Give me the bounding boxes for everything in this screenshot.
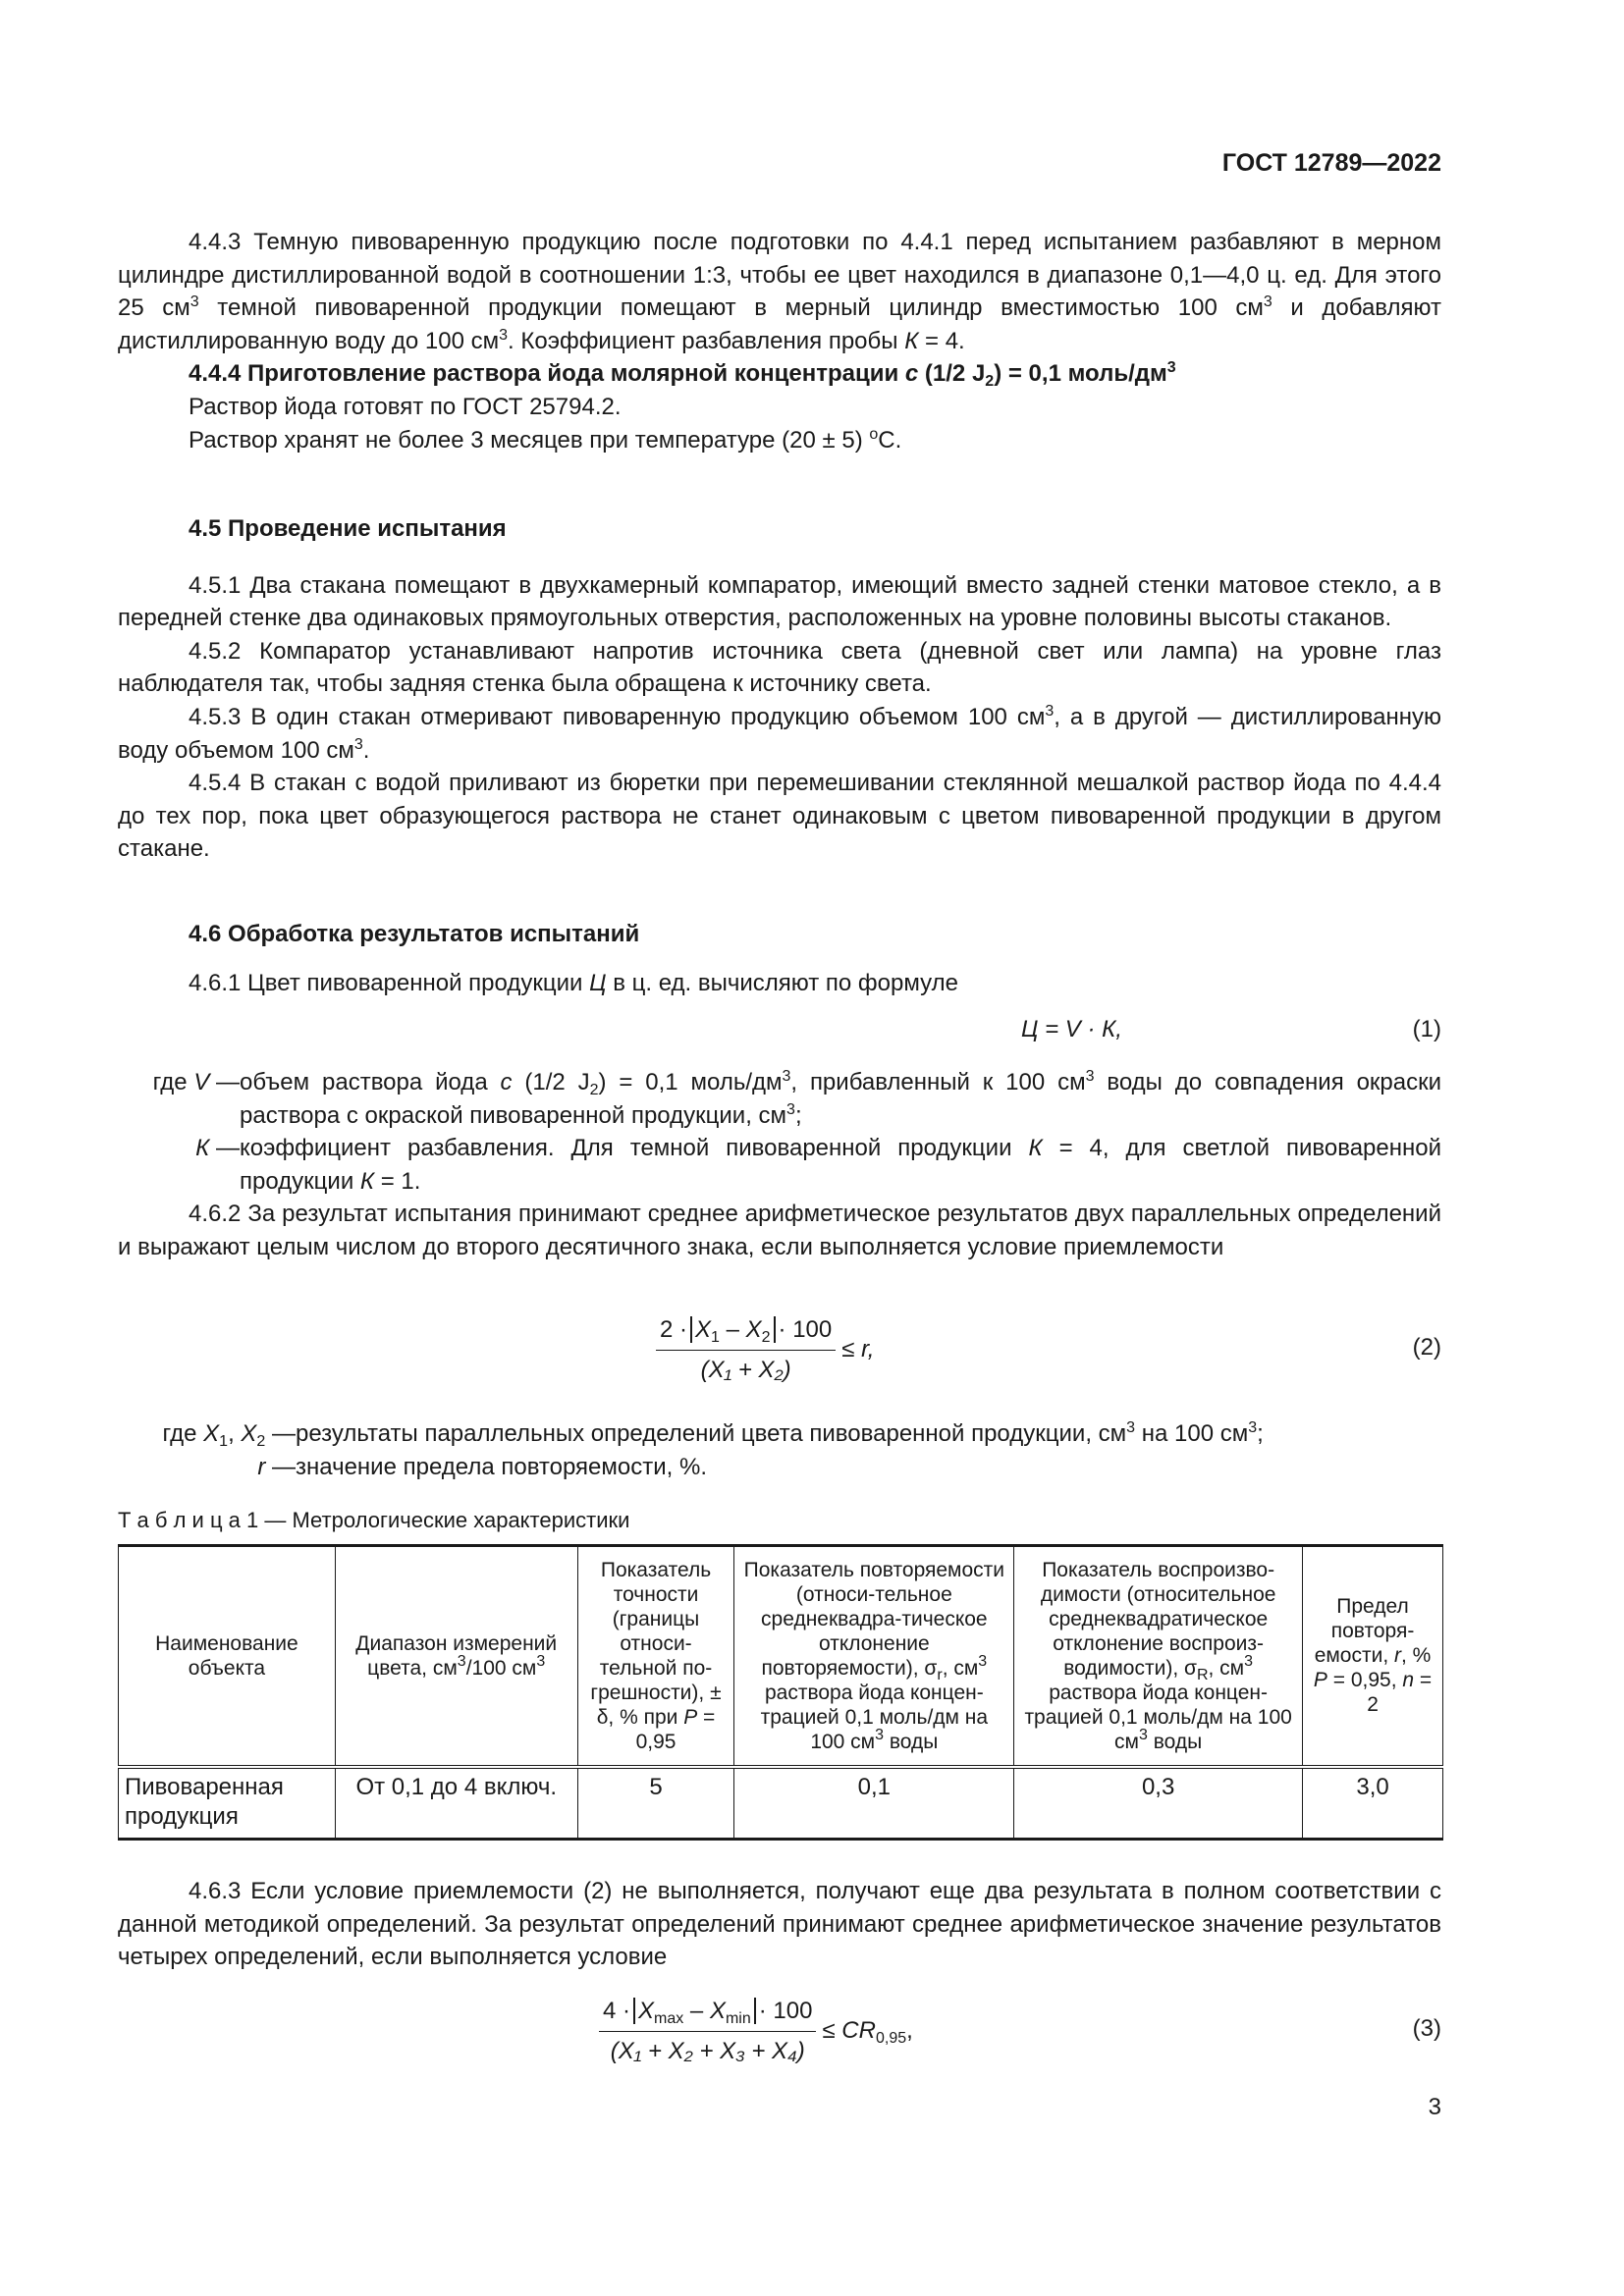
formula-2-number: (2) (1412, 1334, 1441, 1361)
text-run: Ц (589, 969, 607, 996)
col-header-range (335, 1546, 577, 1767)
text-run: 3 (1166, 359, 1176, 377)
text-run: Предел повторя-емости, (1314, 1595, 1415, 1668)
text-run: , см (1208, 1656, 1245, 1680)
where-text-x (296, 1417, 1441, 1451)
text-run: = 4, для светлой пивоваренной продукции (240, 1135, 1442, 1195)
text-run: /100 см (465, 1656, 537, 1680)
text-run: n (1402, 1669, 1415, 1692)
cell-repeatability: 0,1 (734, 1767, 1014, 1840)
text-run: 3 (782, 1068, 791, 1085)
text-run: 1 (219, 1433, 229, 1450)
text-run: r (1394, 1644, 1402, 1668)
text-run: Диапазон измерений цвета, см (355, 1631, 558, 1680)
text-run: Показатель повторяемости (относи-тельное среднеквадра-тическое отклонение повторяемости), σ (743, 1558, 1005, 1680)
col-header-limit (1303, 1546, 1443, 1767)
formula-2-fraction (656, 1313, 836, 1386)
text-run: 3 (536, 1652, 546, 1670)
formula-3-fraction (599, 1995, 816, 2067)
text-run: . (362, 736, 370, 764)
text-run: 4.5.4 В стакан с водой приливают из бюретки при перемешивании стеклянной мешалкой раствор йода по 4.4.4 до тех пор, пока цвет образующегося раствора не станет одинаковым с цветом пивоваренной продукции в другом стакане. (118, 770, 1441, 863)
text-run: Раствор хранят не более 3 месяцев при температуре (20 ± 5) (189, 426, 870, 454)
text-run: воды до совпадения окраски раствора с окраской пивоваренной продукции, см (240, 1069, 1442, 1129)
text-run: результаты параллельных определений цвета пивоваренной продукции, см (296, 1420, 1127, 1447)
text-run: о (869, 425, 879, 443)
paragraph-4-5-2 (118, 635, 1441, 701)
where-label-v (118, 1066, 240, 1132)
text-run: в ц. ед. вычисляют по формуле (606, 969, 958, 996)
text-run: 3 (353, 735, 363, 753)
f2-denominator: (X₁ + X₂) (700, 1356, 791, 1383)
text-run: раствора йода концен-трацией 0,1 моль/дм на 100 см (1024, 1681, 1292, 1753)
text-run: 4.6.3 Если условие приемлемости (2) не выполняется, получают еще два результата в полном соответствии с данной методикой определений. За результат определений принимают среднее арифметическое значение результатов четырех определений, если выполняется условие (118, 1878, 1441, 1971)
paragraph-4-5-3 (118, 701, 1441, 767)
text-run: Показатель воспроизво-димости (относительное среднеквадратическое отклонение воспроиз-водимости), σ (1040, 1558, 1276, 1680)
section-4-6-3 (118, 1875, 1441, 1974)
f3-xmax-sub: max (654, 2010, 684, 2027)
text-run: X (241, 1420, 257, 1447)
paragraph-4-6-2 (118, 1198, 1441, 1263)
text-run: c (500, 1069, 513, 1095)
text-run: Показатель точности (границы относи-тельной по-грешности), ± δ, % при (590, 1558, 722, 1729)
text-run: , % (1401, 1644, 1432, 1668)
text-run: r (937, 1666, 943, 1683)
text-run: V (193, 1069, 210, 1095)
where-list-2 (118, 1417, 1441, 1483)
heading-4-6 (118, 918, 1441, 951)
cell-accuracy: 5 (577, 1767, 734, 1840)
f3-factor: · 100 (758, 1998, 813, 2024)
text-run: 3 (1138, 1726, 1148, 1743)
text-run: ) = 0,1 моль/дм (598, 1069, 783, 1095)
where-label-k (118, 1132, 240, 1198)
formula-3-number: (3) (1412, 2015, 1441, 2042)
text-run: К (195, 1135, 210, 1162)
text-run: и добавляют дистиллированную воду до 100 см (118, 294, 1441, 354)
text-run: С. (878, 426, 902, 454)
text-run: 3 (1045, 702, 1055, 720)
text-run: , а в другой — дистиллированную воду объемом 100 см (118, 703, 1442, 764)
paragraph-4-5-4 (118, 767, 1441, 866)
where-label-r (118, 1451, 296, 1484)
text-run: , прибавленный к 100 см (790, 1069, 1086, 1095)
text-run: 3 (1085, 1068, 1095, 1085)
text-run: , см (942, 1656, 979, 1680)
f2-x2: X (745, 1316, 762, 1343)
text-run: 3 (1248, 1419, 1258, 1436)
formula-3 (118, 1995, 1441, 2063)
text-run: R (1196, 1666, 1209, 1683)
text-run: P (683, 1705, 698, 1729)
text-run: — (265, 1453, 296, 1480)
where-text-k (240, 1132, 1441, 1198)
f3-rhs-end: , (906, 2017, 913, 2045)
page-number: 3 (1428, 2094, 1441, 2120)
text-run: 4.5 Проведение испытания (189, 515, 507, 542)
col-header-repeatability (734, 1546, 1014, 1767)
text-run: значение предела повторяемости, %. (296, 1453, 707, 1480)
cell-limit: 3,0 (1303, 1767, 1443, 1840)
text-run: 3 (875, 1726, 885, 1743)
paragraph-iodine-storage (118, 424, 1441, 457)
table-caption: Т а б л и ц а 1 — Метрологические характеристики (118, 1508, 630, 1532)
section-4-4-3-4-4-4 (118, 226, 1441, 456)
text-run: К (1028, 1135, 1043, 1162)
text-run: c (904, 360, 919, 388)
text-run: объем раствора йода (240, 1069, 501, 1095)
text-run: Наименование объекта (155, 1631, 298, 1680)
text-run: 4.4.3 Темную пивоваренную продукцию после подготовки по 4.4.1 перед испытанием разбавляют в мерном цилиндре дистиллированной водой в соотношении 1:3, чтобы ее цвет находился в диапазоне 0,1—4,0 ц. ед. Для этого 25 см (118, 229, 1441, 322)
paragraph-4-6-3 (118, 1875, 1441, 1974)
text-run: — (265, 1420, 296, 1447)
text-run: 4.6.1 Цвет пивоваренной продукции (189, 969, 590, 996)
text-run: ; (1257, 1420, 1264, 1447)
f3-coef: 4 · (603, 1998, 631, 2024)
f2-x1-sub: 1 (711, 1329, 720, 1346)
f2-x2-sub: 2 (761, 1329, 771, 1346)
text-run: 3 (1126, 1419, 1136, 1436)
f3-xmin: X (709, 1998, 726, 2024)
text-run: r (257, 1453, 266, 1480)
text-run: воды (884, 1730, 939, 1753)
cell-reproducibility: 0,3 (1014, 1767, 1303, 1840)
text-run: ) = 0,1 моль/дм (994, 360, 1167, 388)
text-run: коэффициент разбавления. Для темной пивоваренной продукции (240, 1135, 1029, 1162)
f3-rhs: ≤ CR (822, 2017, 876, 2045)
text-run: — (209, 1135, 240, 1162)
text-run: . Коэффициент разбавления пробы (508, 327, 905, 354)
text-run: X (203, 1420, 220, 1447)
where-text-v (240, 1066, 1441, 1132)
col-header-object (119, 1546, 336, 1767)
f3-rhs-sub: 0,95 (875, 2030, 907, 2048)
where-text-r (296, 1451, 1441, 1484)
text-run: (1/2 J (918, 360, 986, 388)
paragraph-4-6-1 (118, 967, 1441, 1000)
text-run: 2 (985, 373, 995, 391)
cell-object: Пивоваренная продукция (119, 1767, 336, 1840)
text-run: Раствор йода готовят по ГОСТ 25794.2. (189, 393, 622, 420)
text-run: где (162, 1420, 204, 1447)
col-header-accuracy (577, 1546, 734, 1767)
f3-denominator: (X₁ + X₂ + X₃ + X₄) (610, 2037, 805, 2064)
text-run: на 100 см (1135, 1420, 1249, 1447)
text-run: воды (1147, 1730, 1203, 1753)
text-run: P (1313, 1669, 1327, 1692)
text-run: 3 (1263, 294, 1272, 311)
where-list-1 (118, 1066, 1441, 1264)
where-label-x (118, 1417, 296, 1451)
text-run: = 2 (1367, 1669, 1433, 1717)
text-run: 2 (589, 1082, 599, 1098)
text-run: 3 (457, 1652, 466, 1670)
text-run: = 0,95 (635, 1705, 716, 1753)
formula-1-expression: Ц = V · К, (1021, 1016, 1122, 1042)
col-header-reproducibility (1014, 1546, 1303, 1767)
f2-x1: X (695, 1316, 712, 1343)
cell-range: От 0,1 до 4 включ. (335, 1767, 577, 1840)
text-run: 3 (1244, 1652, 1254, 1670)
text-run: = 1. (374, 1167, 421, 1195)
text-run: 2 (256, 1433, 266, 1450)
paragraph-4-5-1 (118, 569, 1441, 635)
text-run: 3 (499, 326, 509, 344)
text-run: 4.5.2 Компаратор устанавливают напротив источника света (дневной свет или лампа) на уровне глаз наблюдателя так, чтобы задняя стенка была обращена к источнику света. (118, 637, 1441, 698)
f2-factor: · 100 (778, 1316, 833, 1343)
text-run: = 4. (918, 327, 965, 354)
text-run: где (152, 1069, 194, 1095)
heading-4-4-4 (118, 357, 1441, 391)
section-4-6 (118, 918, 1441, 999)
document-header: ГОСТ 12789—2022 (1221, 149, 1441, 177)
f2-minus: – (719, 1316, 746, 1343)
text-run: темной пивоваренной продукции помещают в мерный цилиндр вместимостью 100 см (198, 294, 1264, 322)
text-run: 4.5.1 Два стакана помещают в двухкамерный компаратор, имеющий вместо задней стенки матовое стекло, а в передней стенке два одинаковых прямоугольных отверстия, расположенных на уровне половины высоты стаканов. (118, 571, 1441, 632)
text-run: 3 (978, 1652, 988, 1670)
text-run: , (228, 1420, 242, 1447)
text-run: 3 (786, 1100, 795, 1118)
f3-xmin-sub: min (725, 2010, 751, 2027)
text-run: К (359, 1167, 375, 1195)
text-run: 4.5.3 В один стакан отмеривают пивоваренную продукцию объемом 100 см (189, 703, 1046, 730)
text-run: (1/2 J (512, 1069, 590, 1095)
text-run: К (904, 327, 919, 354)
text-run: 3 (189, 294, 199, 311)
metrology-table (118, 1544, 1443, 1841)
formula-2 (118, 1313, 1441, 1382)
text-run: = 0,95, (1326, 1669, 1403, 1692)
f3-xmax: X (638, 1998, 655, 2024)
heading-4-5 (118, 512, 1441, 546)
f2-rhs: ≤ r, (841, 1336, 875, 1363)
paragraph-4-4-3 (118, 226, 1441, 357)
text-run: ; (794, 1101, 802, 1129)
formula-1-number: (1) (1412, 1016, 1441, 1042)
text-run: 4.4.4 Приготовление раствора йода молярной концентрации (189, 360, 905, 388)
section-4-5 (118, 512, 1441, 866)
text-run: 4.6 Обработка результатов испытаний (189, 921, 640, 947)
text-run: раствора йода концен-трацией 0,1 моль/дм на 100 см (760, 1681, 989, 1753)
f3-minus: – (683, 1998, 710, 2024)
paragraph-iodine-prep (118, 391, 1441, 424)
text-run: — (209, 1069, 240, 1095)
text-run: 4.6.2 За результат испытания принимают среднее арифметическое результатов двух параллельных определений и выражают целым числом до второго десятичного знака, если выполняется условие приемлемости (118, 1201, 1441, 1260)
f2-coef: 2 · (660, 1316, 688, 1343)
